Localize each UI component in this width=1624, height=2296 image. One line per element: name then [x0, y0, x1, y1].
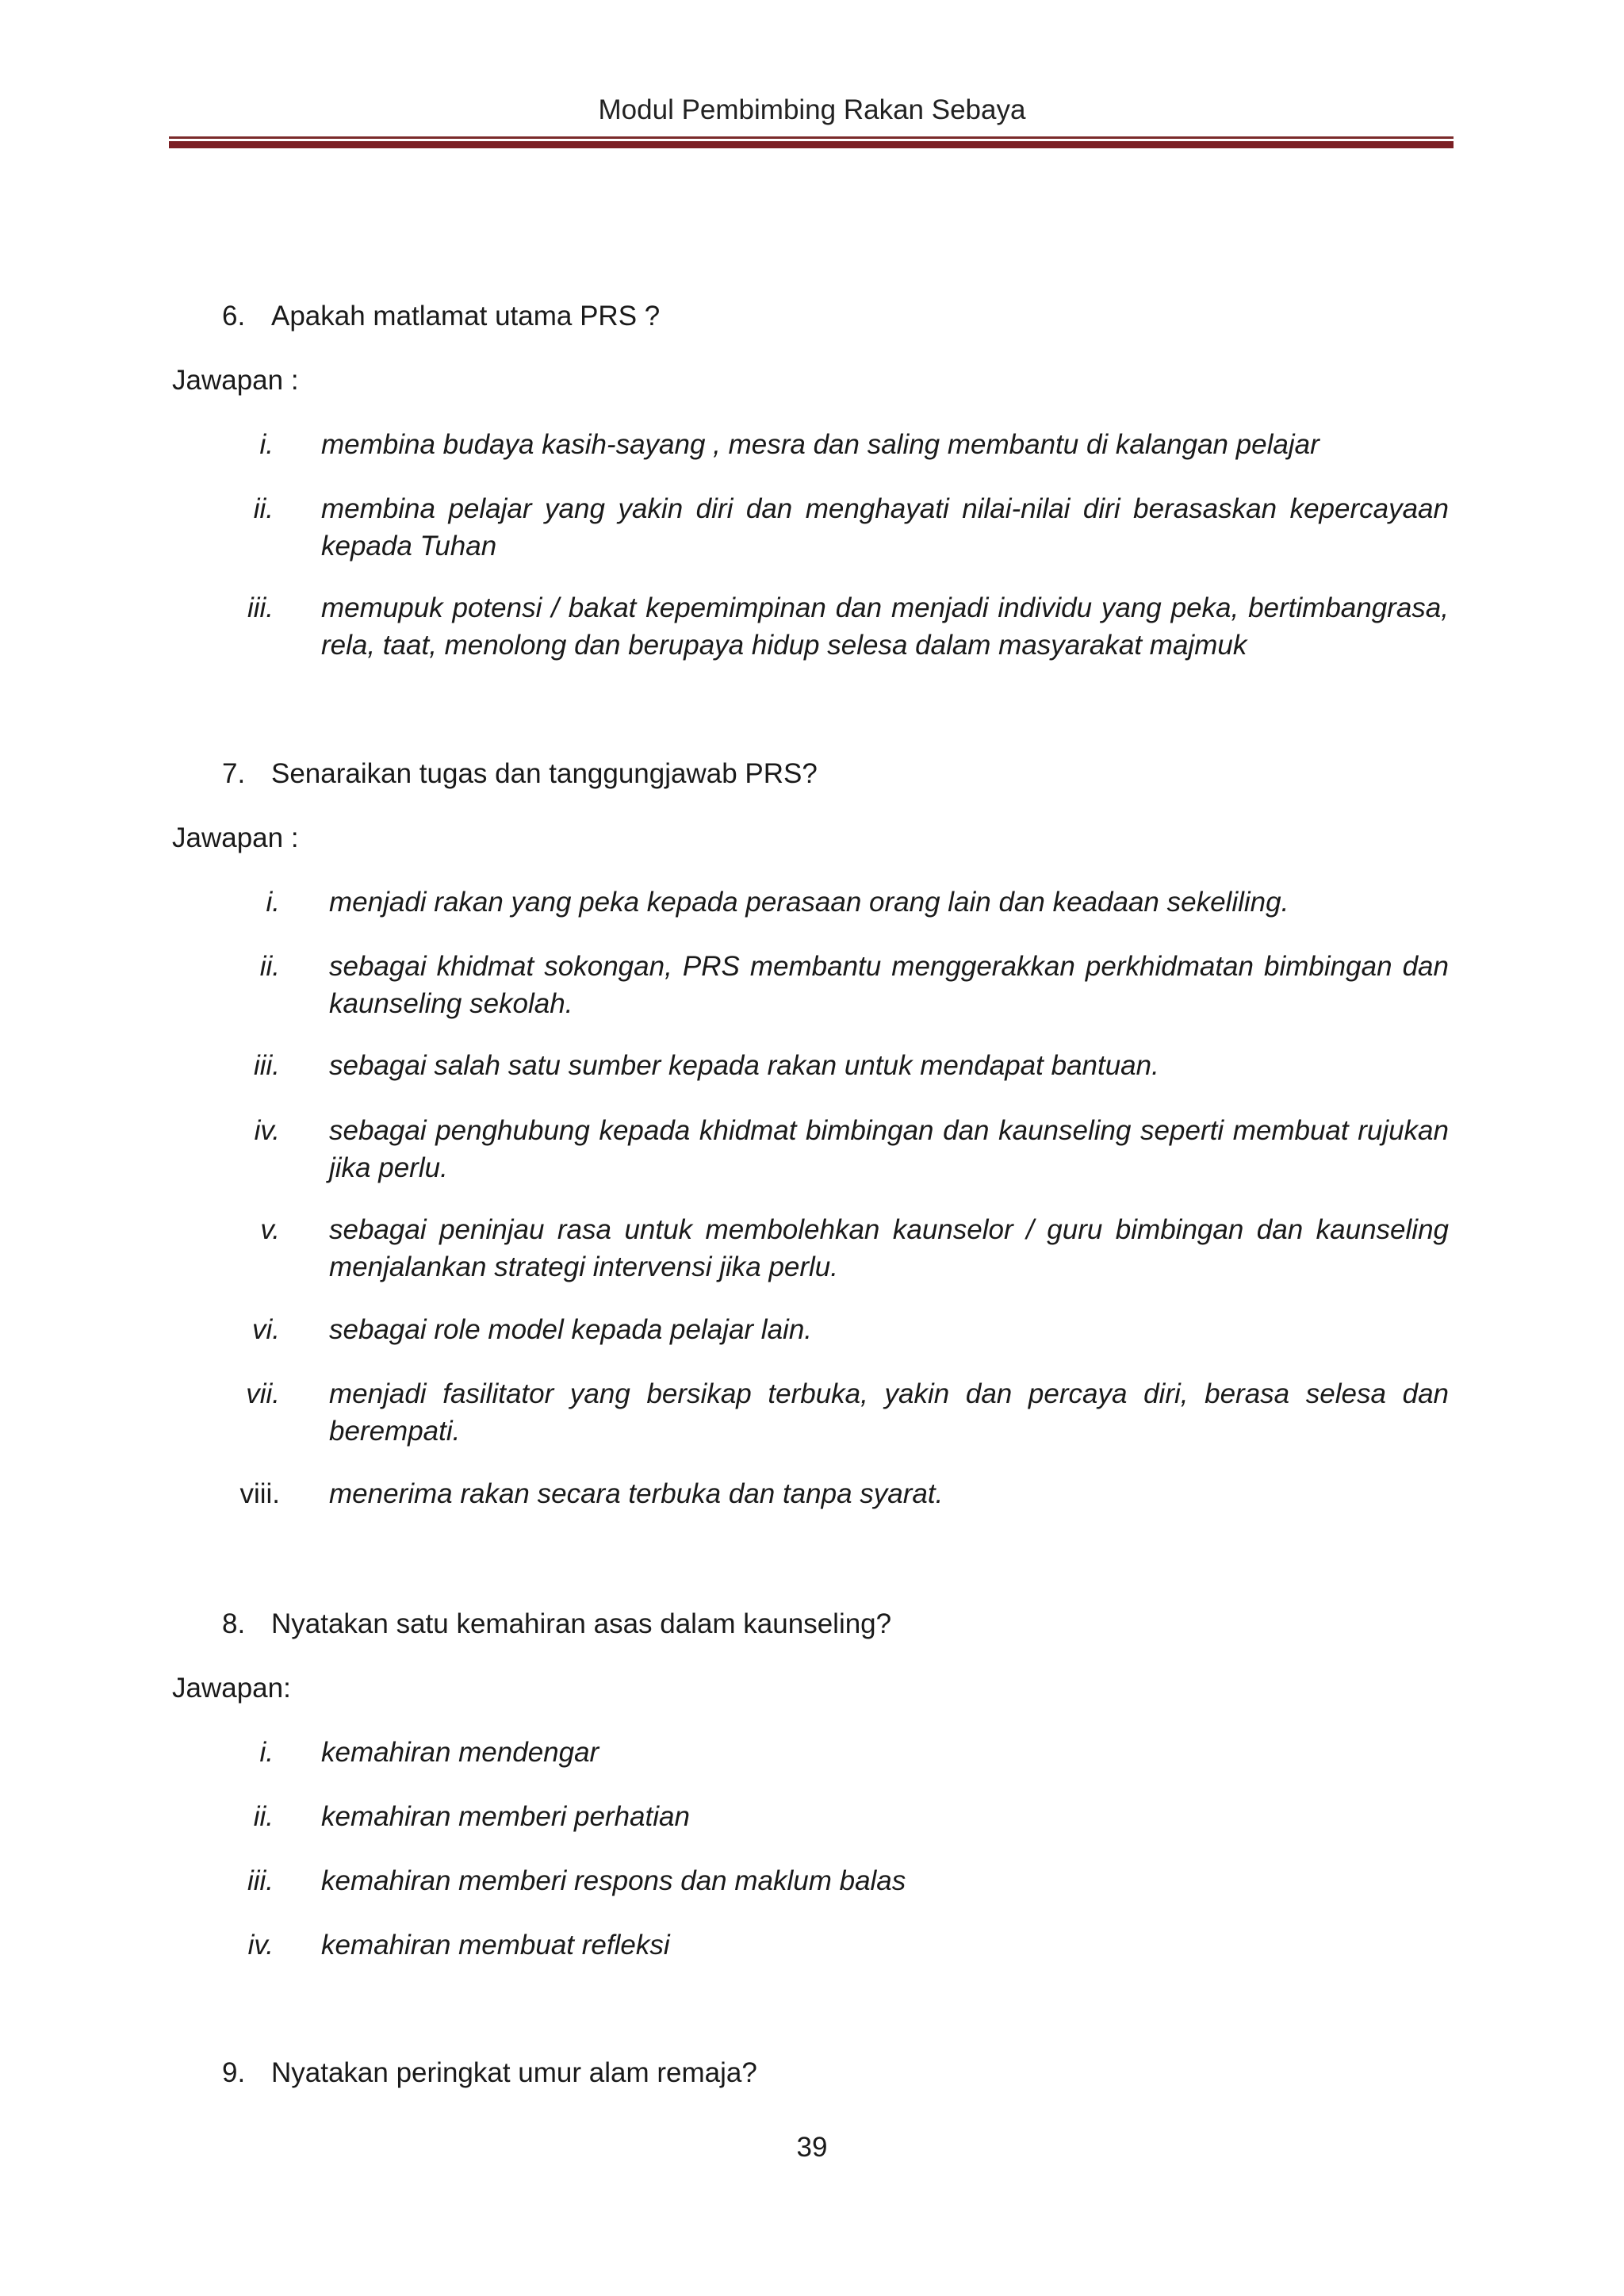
list-item-text: sebagai salah satu sumber kepada rakan untuk mendapat bantuan.	[329, 1050, 1159, 1081]
list-item-number: iii.	[253, 1050, 280, 1081]
list-item-number: ii.	[253, 493, 274, 524]
list-item-text: menjadi fasilitator yang bersikap terbuka, yakin dan percaya diri, berasa selesa dan berempati.	[329, 1378, 1449, 1447]
list-item-text: sebagai penghubung kepada khidmat bimbingan dan kaunseling seperti membuat rujukan jika perlu.	[329, 1115, 1449, 1183]
question-number: 9.	[222, 2057, 246, 2088]
list-item-text: membina budaya kasih-sayang , mesra dan saling membantu di kalangan pelajar	[321, 429, 1320, 460]
list-item-text: kemahiran membuat refleksi	[321, 1930, 670, 1961]
list-item-text: kemahiran mendengar	[321, 1737, 599, 1768]
question-text: Nyatakan satu kemahiran asas dalam kaunseling?	[271, 1608, 892, 1639]
answer-label: Jawapan:	[172, 1673, 291, 1704]
list-item-text: sebagai role model kepada pelajar lain.	[329, 1314, 813, 1345]
header-rule-thick	[169, 141, 1454, 148]
list-item-number: vi.	[252, 1314, 280, 1345]
question-text: Apakah matlamat utama PRS ?	[271, 301, 661, 332]
answer-label: Jawapan :	[172, 822, 299, 853]
list-item-text: sebagai khidmat sokongan, PRS membantu menggerakkan perkhidmatan bimbingan dan kaunseling sekolah.	[329, 951, 1449, 1019]
question-number: 7.	[222, 758, 246, 789]
list-item-text: memupuk potensi / bakat kepemimpinan dan menjadi individu yang peka, bertimbangrasa, rela, taat, menolong dan berupaya hidup selesa dalam masyarakat majmuk	[321, 592, 1449, 661]
list-item-number: ii.	[253, 1801, 274, 1832]
question-8	[222, 1607, 891, 1642]
list-item-text: kemahiran memberi perhatian	[321, 1801, 690, 1832]
question-number: 6.	[222, 301, 246, 332]
question-text: Nyatakan peringkat umur alam remaja?	[271, 2057, 757, 2088]
list-item-text: sebagai peninjau rasa untuk membolehkan kaunselor / guru bimbingan dan kaunseling menjalankan strategi intervensi jika perlu.	[329, 1214, 1449, 1282]
list-item-number: i.	[259, 1737, 274, 1768]
list-item-number: viii.	[239, 1478, 280, 1509]
list-item-number: iv.	[254, 1115, 280, 1146]
question-7	[222, 757, 818, 792]
list-item-number: ii.	[259, 951, 280, 982]
header-rule-thin	[169, 136, 1454, 139]
list-item-number: i.	[266, 887, 280, 918]
list-item-number: i.	[259, 429, 274, 460]
list-item-number: vii.	[246, 1378, 280, 1409]
question-6	[222, 299, 660, 334]
answer-label: Jawapan :	[172, 365, 299, 396]
list-item-number: iii.	[247, 592, 274, 623]
question-number: 8.	[222, 1608, 246, 1639]
list-item-text: kemahiran memberi respons dan maklum balas	[321, 1865, 906, 1896]
list-item-text: menjadi rakan yang peka kepada perasaan orang lain dan keadaan sekeliling.	[329, 887, 1289, 918]
question-text: Senaraikan tugas dan tanggungjawab PRS?	[271, 758, 818, 789]
question-9	[222, 2056, 757, 2091]
list-item-number: iii.	[247, 1865, 274, 1896]
page-number: 39	[796, 2132, 828, 2163]
list-item-text: membina pelajar yang yakin diri dan menghayati nilai-nilai diri berasaskan kepercayaan kepada Tuhan	[321, 493, 1449, 562]
running-header: Modul Pembimbing Rakan Sebaya	[598, 94, 1026, 125]
list-item-number: v.	[260, 1214, 280, 1245]
list-item-number: iv.	[247, 1930, 274, 1961]
list-item-text: menerima rakan secara terbuka dan tanpa syarat.	[329, 1478, 944, 1509]
